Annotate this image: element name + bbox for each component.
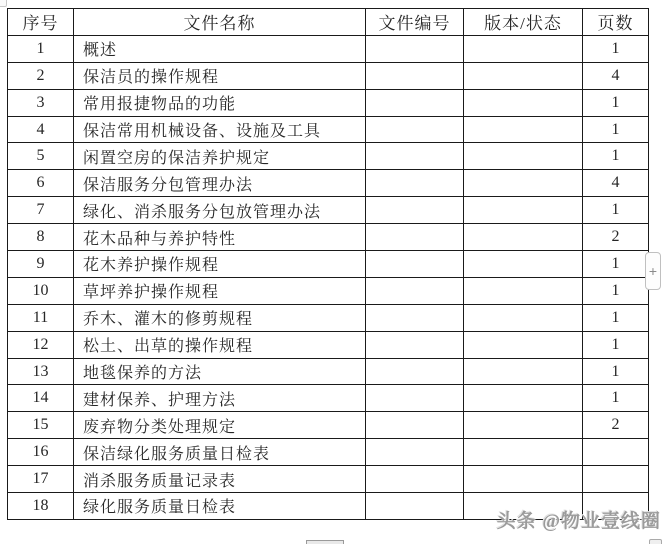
- cell-no: 8: [8, 224, 74, 251]
- cell-name: 常用报捷物品的功能: [74, 89, 366, 116]
- cell-no: 9: [8, 251, 74, 278]
- cell-code: [366, 89, 464, 116]
- cell-no: 10: [8, 277, 74, 304]
- cell-status: [464, 331, 583, 358]
- cell-status: [464, 493, 583, 520]
- cell-code: [366, 439, 464, 466]
- cell-pages: [583, 439, 649, 466]
- cell-name: 废弃物分类处理规定: [74, 412, 366, 439]
- cell-pages: 1: [583, 331, 649, 358]
- cell-pages: 2: [583, 224, 649, 251]
- cell-pages: 1: [583, 251, 649, 278]
- cell-code: [366, 304, 464, 331]
- cell-pages: [583, 466, 649, 493]
- table-move-handle-icon[interactable]: [0, 0, 7, 7]
- table-row: [8, 439, 649, 466]
- table-row: [8, 304, 649, 331]
- cell-no: 14: [8, 385, 74, 412]
- cell-no: 17: [8, 466, 74, 493]
- cell-status: [464, 89, 583, 116]
- cell-code: [366, 358, 464, 385]
- table-row: [8, 493, 649, 520]
- cell-pages: [583, 493, 649, 520]
- cell-code: [366, 143, 464, 170]
- cell-name: 保洁常用机械设备、设施及工具: [74, 116, 366, 143]
- cell-no: 2: [8, 62, 74, 89]
- cell-no: 16: [8, 439, 74, 466]
- cell-status: [464, 170, 583, 197]
- column-header-name: 文件名称: [74, 9, 366, 36]
- table-row: [8, 277, 649, 304]
- cell-code: [366, 170, 464, 197]
- cell-pages: 1: [583, 277, 649, 304]
- cell-status: [464, 197, 583, 224]
- table-row: [8, 197, 649, 224]
- cell-no: 12: [8, 331, 74, 358]
- column-header-status: 版本/状态: [464, 9, 583, 36]
- cell-name: 保洁服务分包管理办法: [74, 170, 366, 197]
- cell-status: [464, 143, 583, 170]
- cell-pages: 1: [583, 358, 649, 385]
- cell-name: 地毯保养的方法: [74, 358, 366, 385]
- cell-status: [464, 251, 583, 278]
- cell-no: 11: [8, 304, 74, 331]
- column-header-pages: 页数: [583, 9, 649, 36]
- cell-name: 绿化服务质量日检表: [74, 493, 366, 520]
- cell-status: [464, 412, 583, 439]
- cell-name: 消杀服务质量记录表: [74, 466, 366, 493]
- cell-pages: 4: [583, 62, 649, 89]
- cell-code: [366, 197, 464, 224]
- header-row: [8, 9, 649, 36]
- cell-code: [366, 116, 464, 143]
- cell-name: 乔木、灌木的修剪规程: [74, 304, 366, 331]
- cell-pages: 1: [583, 304, 649, 331]
- cell-pages: 1: [583, 116, 649, 143]
- table-row: [8, 331, 649, 358]
- table-row: [8, 89, 649, 116]
- cell-name: 花木品种与养护特性: [74, 224, 366, 251]
- cell-pages: 1: [583, 143, 649, 170]
- cell-pages: 1: [583, 89, 649, 116]
- cell-name: 草坪养护操作规程: [74, 277, 366, 304]
- cell-code: [366, 385, 464, 412]
- cell-no: 4: [8, 116, 74, 143]
- table-row: [8, 466, 649, 493]
- cell-name: 保洁绿化服务质量日检表: [74, 439, 366, 466]
- cell-pages: 4: [583, 170, 649, 197]
- cell-status: [464, 385, 583, 412]
- cell-code: [366, 331, 464, 358]
- plus-icon: +: [648, 263, 658, 279]
- cell-status: [464, 62, 583, 89]
- cell-status: [464, 35, 583, 62]
- cell-code: [366, 277, 464, 304]
- cell-no: 15: [8, 412, 74, 439]
- table-row: [8, 170, 649, 197]
- table-row: [8, 412, 649, 439]
- cell-no: 13: [8, 358, 74, 385]
- cell-status: [464, 439, 583, 466]
- cell-code: [366, 251, 464, 278]
- cell-name: 松土、出草的操作规程: [74, 331, 366, 358]
- insert-row-button[interactable]: [645, 252, 661, 290]
- cell-no: 1: [8, 35, 74, 62]
- table-row: [8, 251, 649, 278]
- table-resize-handle[interactable]: [306, 540, 344, 544]
- table-row: [8, 116, 649, 143]
- cell-status: [464, 224, 583, 251]
- cell-name: 花木养护操作规程: [74, 251, 366, 278]
- cell-no: 5: [8, 143, 74, 170]
- cell-name: 保洁员的操作规程: [74, 62, 366, 89]
- table-row: [8, 35, 649, 62]
- cell-code: [366, 412, 464, 439]
- column-header-no: 序号: [8, 9, 74, 36]
- cell-pages: 2: [583, 412, 649, 439]
- table-body: [8, 35, 649, 519]
- cell-pages: 1: [583, 385, 649, 412]
- cell-pages: 1: [583, 197, 649, 224]
- cell-pages: 1: [583, 35, 649, 62]
- cell-status: [464, 304, 583, 331]
- cell-status: [464, 358, 583, 385]
- cell-code: [366, 224, 464, 251]
- cell-code: [366, 493, 464, 520]
- table-row: [8, 62, 649, 89]
- cell-code: [366, 35, 464, 62]
- column-header-code: 文件编号: [366, 9, 464, 36]
- table-row: [8, 143, 649, 170]
- cell-no: 7: [8, 197, 74, 224]
- table-row: [8, 385, 649, 412]
- table-row: [8, 358, 649, 385]
- table-corner-resize-handle[interactable]: [649, 539, 662, 544]
- cell-status: [464, 277, 583, 304]
- cell-no: 3: [8, 89, 74, 116]
- cell-name: 闲置空房的保洁养护规定: [74, 143, 366, 170]
- cell-name: 绿化、消杀服务分包放管理办法: [74, 197, 366, 224]
- document-table: [7, 8, 649, 520]
- table-row: [8, 224, 649, 251]
- cell-code: [366, 466, 464, 493]
- cell-name: 建材保养、护理方法: [74, 385, 366, 412]
- cell-code: [366, 62, 464, 89]
- cell-status: [464, 466, 583, 493]
- cell-status: [464, 116, 583, 143]
- watermark-text: 头条 @物业壹线圈: [496, 511, 661, 532]
- cell-no: 18: [8, 493, 74, 520]
- cell-no: 6: [8, 170, 74, 197]
- cell-name: 概述: [74, 35, 366, 62]
